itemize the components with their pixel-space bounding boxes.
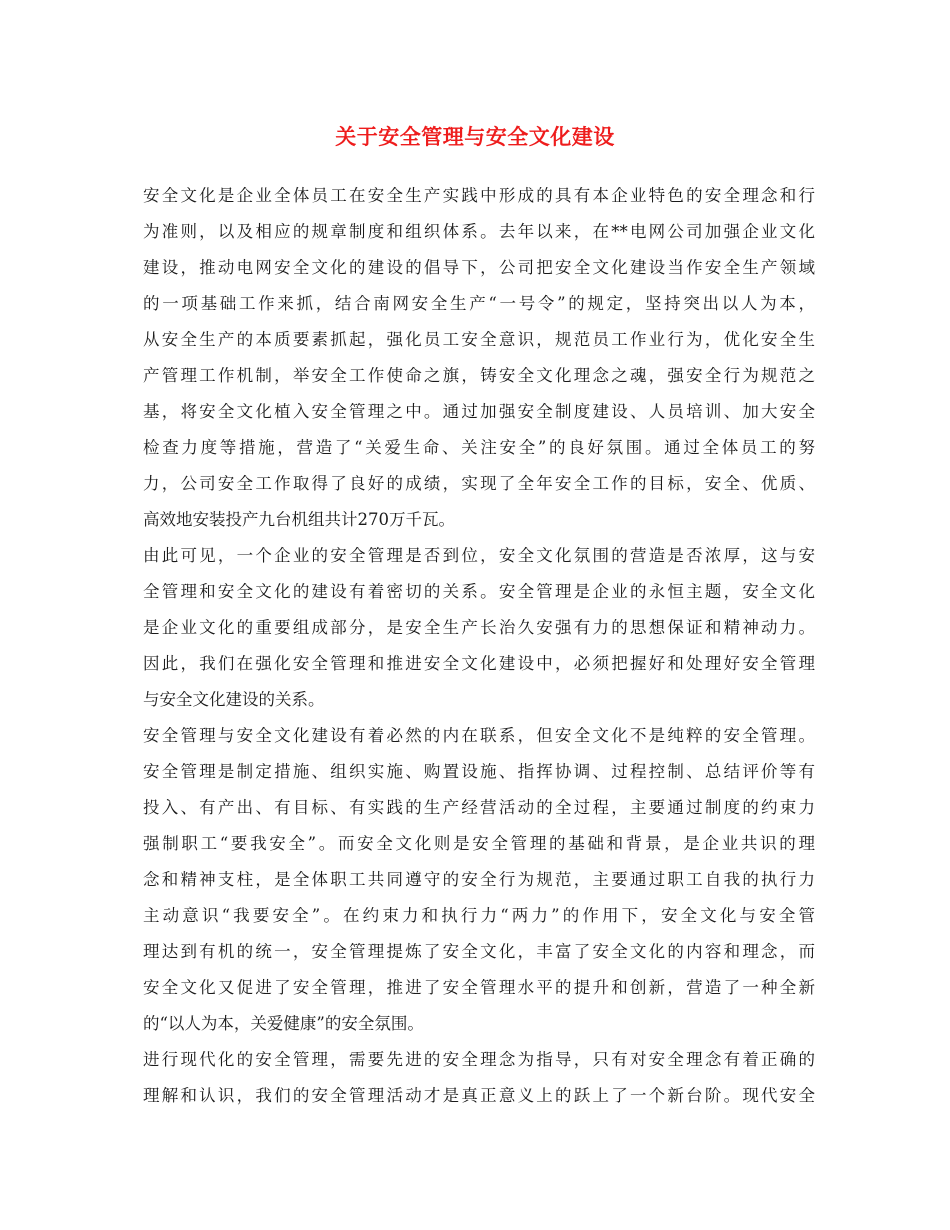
text-line: 是企业文化的重要组成部分，是安全生产长治久安强有力的思想保证和精神动力。 [143, 618, 815, 637]
text-line: 由此可见，一个企业的安全管理是否到位，安全文化氛围的营造是否浓厚，这与安 [143, 546, 815, 565]
text-line: 投入、有产出、有目标、有实践的生产经营活动的全过程，主要通过制度的约束力 [143, 798, 815, 817]
text-line: 安全管理与安全文化建设有着必然的内在联系，但安全文化不是纯粹的安全管理。 [143, 726, 815, 745]
paragraph [143, 718, 815, 1042]
text-line: 主动意识“我要安全”。在约束力和执行力“两力”的作用下，安全文化与安全管 [143, 906, 815, 925]
text-line: 全管理和安全文化的建设有着密切的关系。安全管理是企业的永恒主题，安全文化 [143, 582, 815, 601]
text-line: 产管理工作机制，举安全工作使命之旗，铸安全文化理念之魂，强安全行为规范之 [143, 366, 815, 385]
text-line: 的一项基础工作来抓，结合南网安全生产“一号令”的规定，坚持突出以人为本， [143, 294, 815, 313]
paragraph [143, 1042, 815, 1114]
text-line: 强制职工“要我安全”。而安全文化则是安全管理的基础和背景，是企业共识的理 [143, 834, 815, 853]
text-line: 念和精神支柱，是全体职工共同遵守的安全行为规范，主要通过职工自我的执行力 [143, 870, 815, 889]
document-body [143, 178, 815, 1114]
text-line: 建设，推动电网安全文化的建设的倡导下，公司把安全文化建设当作安全生产领域 [143, 258, 815, 277]
text-line: 基，将安全文化植入安全管理之中。通过加强安全制度建设、人员培训、加大安全 [143, 402, 815, 421]
text-line: 因此，我们在强化安全管理和推进安全文化建设中，必须把握好和处理好安全管理 [143, 654, 815, 673]
text-line: 安全文化又促进了安全管理，推进了安全管理水平的提升和创新，营造了一种全新 [143, 978, 815, 997]
text-line: 安全管理是制定措施、组织实施、购置设施、指挥协调、过程控制、总结评价等有 [143, 762, 815, 781]
text-line: 进行现代化的安全管理，需要先进的安全理念为指导，只有对安全理念有着正确的 [143, 1050, 815, 1069]
text-line: 与安全文化建设的关系。 [143, 690, 325, 709]
text-line: 安全文化是企业全体员工在安全生产实践中形成的具有本企业特色的安全理念和行 [143, 186, 815, 205]
text-line: 力，公司安全工作取得了良好的成绩，实现了全年安全工作的目标，安全、优质、 [143, 474, 815, 493]
paragraph [143, 178, 815, 538]
text-line: 检查力度等措施，营造了“关爱生命、关注安全”的良好氛围。通过全体员工的努 [143, 438, 815, 457]
text-line: 从安全生产的本质要素抓起，强化员工安全意识，规范员工作业行为，优化安全生 [143, 330, 815, 349]
text-line: 的“以人为本，关爱健康”的安全氛围。 [143, 1014, 424, 1033]
text-line: 为准则，以及相应的规章制度和组织体系。去年以来，在**电网公司加强企业文化 [143, 222, 815, 241]
document-title: 关于安全管理与安全文化建设 [335, 124, 615, 149]
text-line: 高效地安装投产九台机组共计270万千瓦。 [143, 510, 455, 529]
paragraph [143, 538, 815, 718]
text-line: 理达到有机的统一，安全管理提炼了安全文化，丰富了安全文化的内容和理念，而 [143, 942, 815, 961]
text-line: 理解和认识，我们的安全管理活动才是真正意义上的跃上了一个新台阶。现代安全 [143, 1086, 815, 1105]
